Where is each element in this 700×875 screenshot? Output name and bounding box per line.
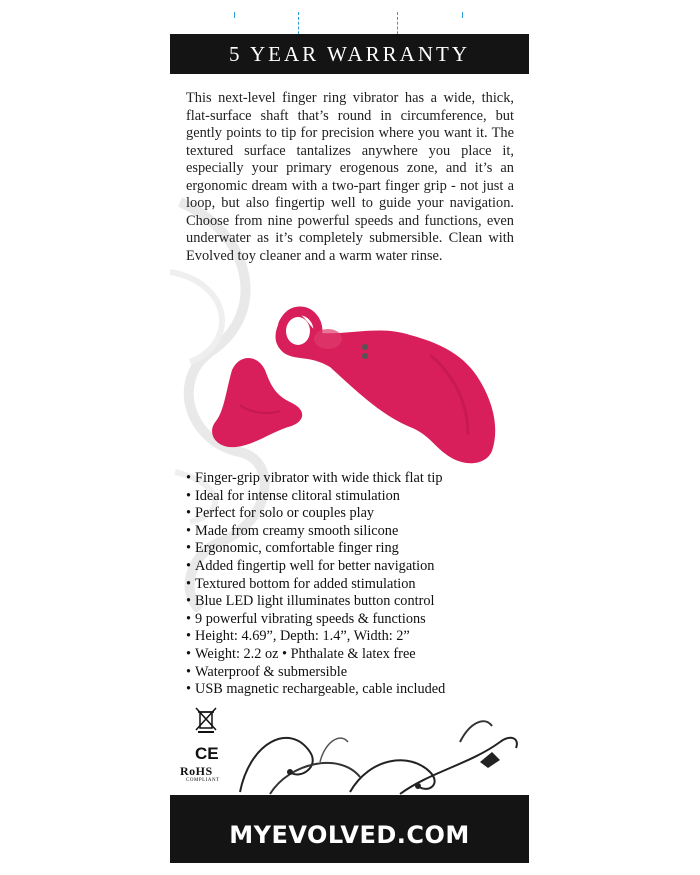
feature-list — [186, 470, 526, 699]
list-item: • Ergonomic, comfortable finger ring — [186, 540, 526, 558]
list-item: • Ideal for intense clitoral stimulation — [186, 488, 526, 506]
list-item: • Made from creamy smooth silicone — [186, 523, 526, 541]
warranty-banner: 5 YEAR WARRANTY — [170, 34, 529, 74]
list-item: • Weight: 2.2 oz • Phthalate & latex free — [186, 646, 526, 664]
website-banner: MYEVOLVED.COM — [170, 795, 529, 863]
list-item: • USB magnetic rechargeable, cable included — [186, 681, 526, 699]
list-item: • Height: 4.69”, Depth: 1.4”, Width: 2” — [186, 628, 526, 646]
rohs-mark: RoHS — [180, 764, 213, 778]
list-item: • Finger-grip vibrator with wide thick flat tip — [186, 470, 526, 488]
ce-mark: CE — [195, 744, 219, 763]
list-item: • Perfect for solo or couples play — [186, 505, 526, 523]
package-panel — [170, 12, 529, 863]
list-item: • Waterproof & submersible — [186, 664, 526, 682]
list-item: • Added fingertip well for better navigation — [186, 558, 526, 576]
list-item: • 9 powerful vibrating speeds & functions — [186, 611, 526, 629]
rohs-subtext: COMPLIANT — [186, 778, 220, 783]
list-item: • Blue LED light illuminates button control — [186, 593, 526, 611]
product-description: This next-level finger ring vibrator has a wide, thick, flat-surface shaft that’s round in circumference, but gently points to tip for precision where you want it. The textured surface tantalizes anywhere you place it, especially your primary erogenous zone, and it’s an ergonomic dream with a two-part finger grip - not just a loop, but also fingertip well to guide your navigation. Choose from nine powerful speeds and functions, even underwater as it’s completely submersible. Clean with Evolved toy cleaner and a warm water rinse. — [186, 90, 514, 264]
guide-mark — [462, 12, 463, 18]
decorative-flourish — [230, 702, 529, 797]
list-item: • Textured bottom for added stimulation — [186, 576, 526, 594]
product-image — [210, 295, 529, 470]
crossed-out-bin-icon — [194, 706, 218, 734]
guide-mark — [234, 12, 235, 18]
